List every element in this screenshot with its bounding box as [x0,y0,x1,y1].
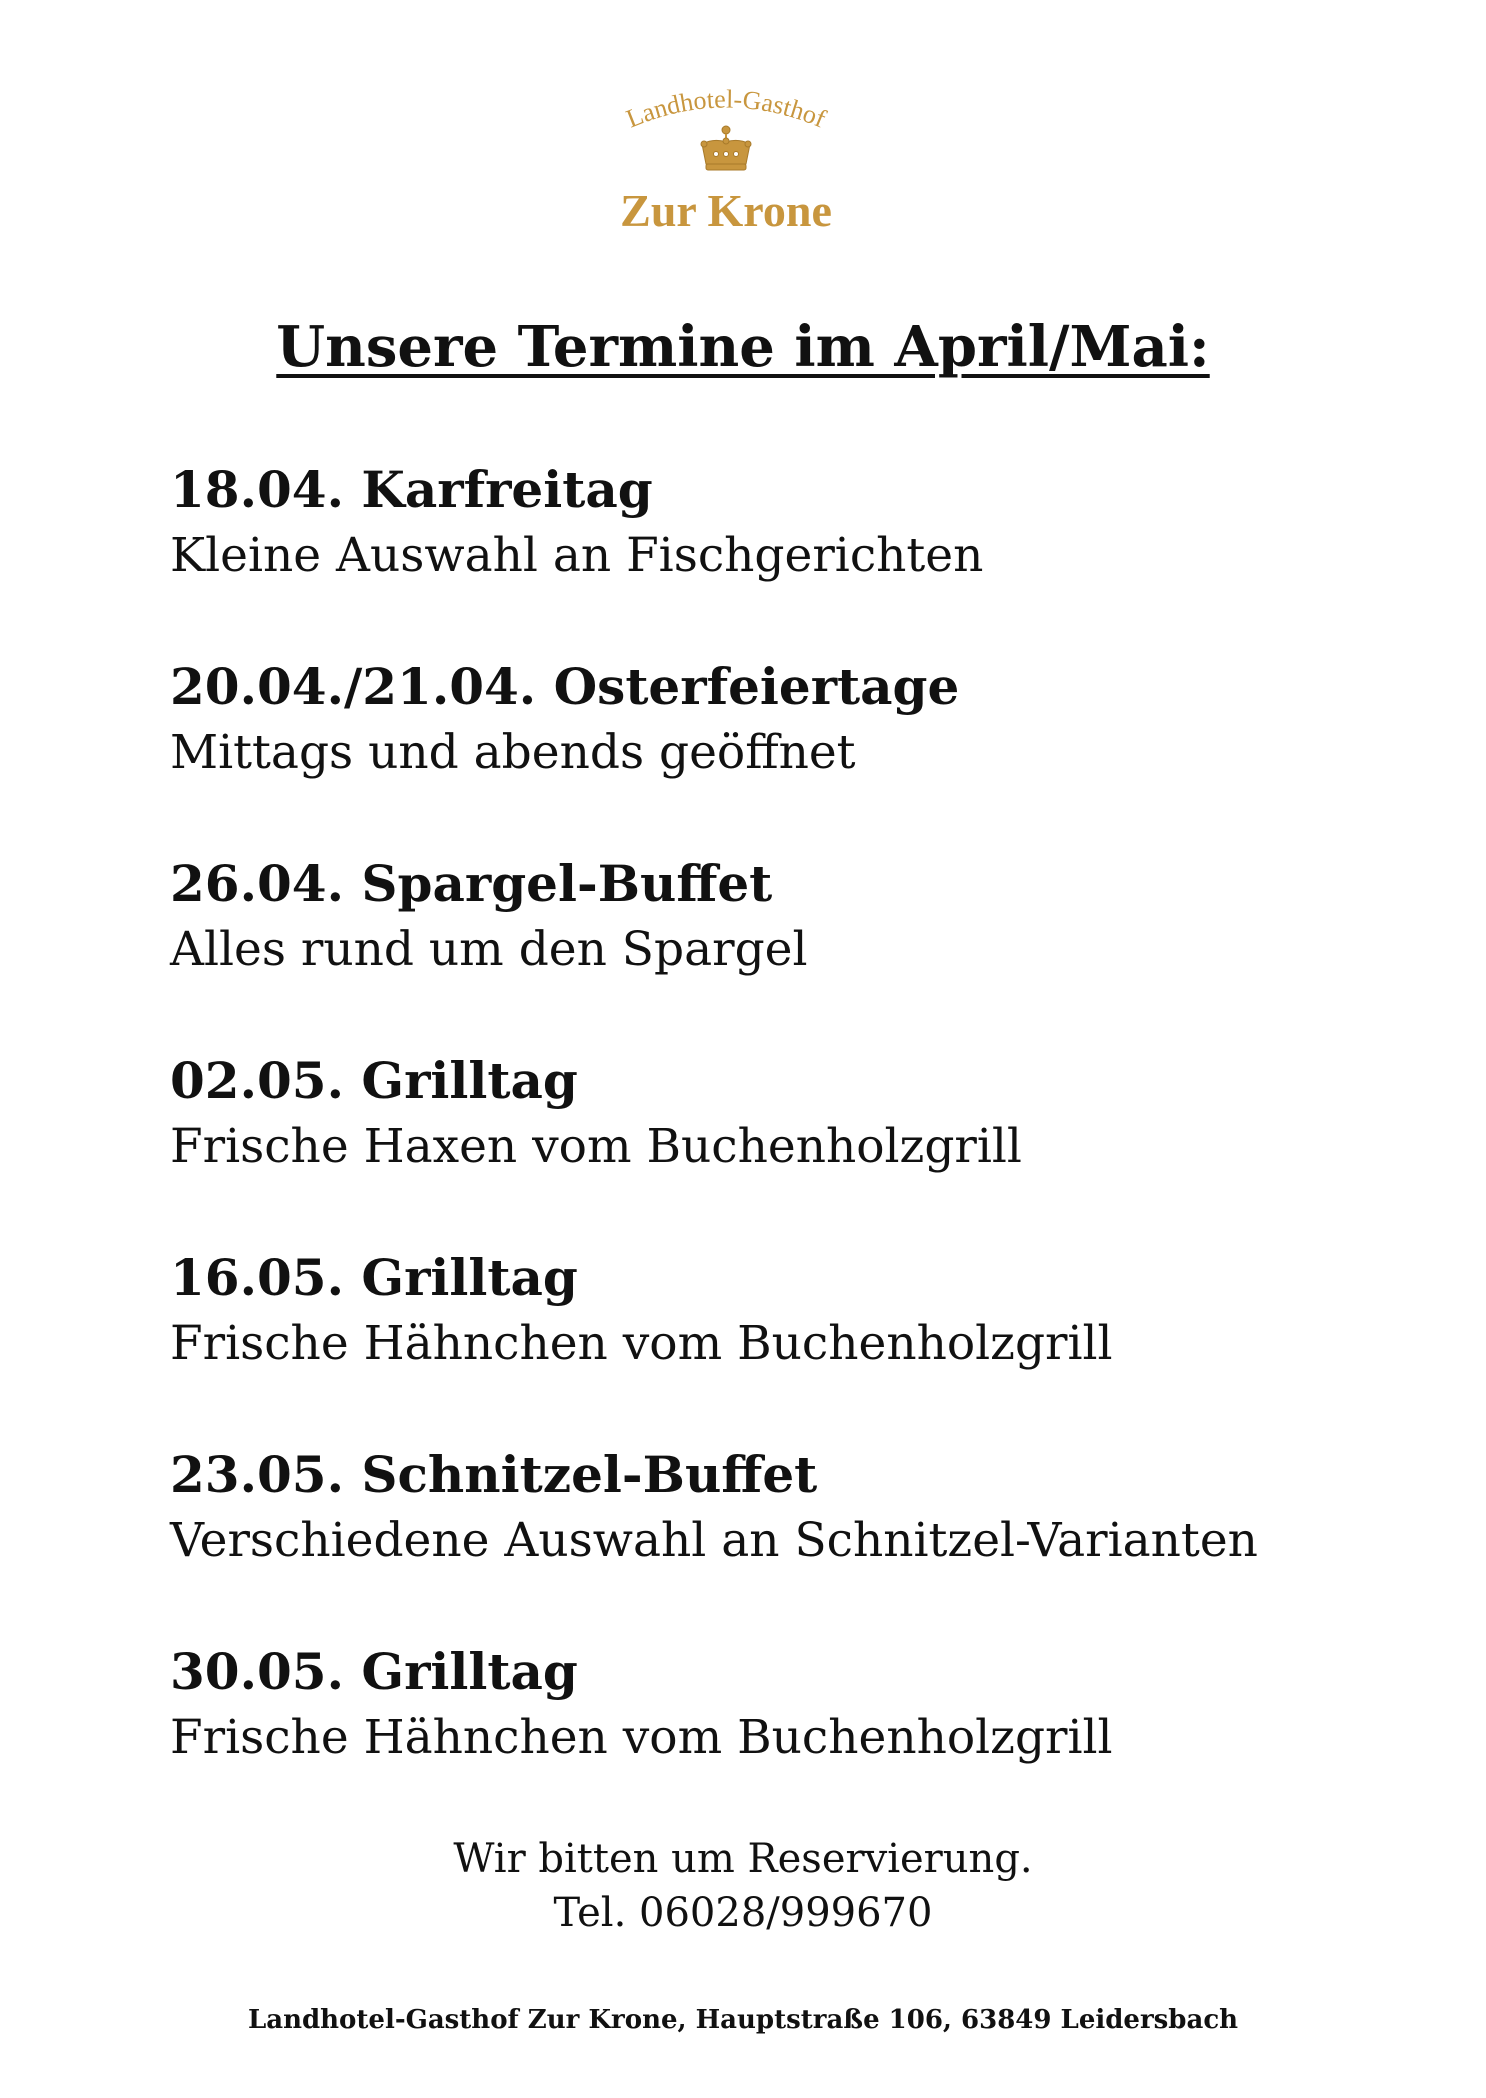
event-description: Frische Hähnchen vom Buchenholzgrill [170,1316,1113,1371]
phone-number: Tel. 06028/999670 [553,1890,933,1936]
logo-graphic [606,80,846,250]
event-list [170,456,1370,1835]
event-description: Frische Hähnchen vom Buchenholzgrill [170,1710,1113,1765]
footer-address: Landhotel-Gasthof Zur Krone, Hauptstraße 106, 63849 Leidersbach [247,2005,1239,2035]
event-description: Mittags und abends geöffnet [170,725,856,780]
event-title: 16.05. Grilltag [170,1248,578,1307]
event-item [170,653,1370,850]
event-title: 20.04./21.04. Osterfeiertage [170,657,960,716]
event-title: 26.04. Spargel-Buffet [170,854,773,913]
reservation-text: Wir bitten um Reservierung. [453,1836,1033,1882]
event-title: 18.04. Karfreitag [170,460,653,519]
event-item [170,850,1370,1047]
event-item [170,1047,1370,1244]
logo [0,80,1486,250]
event-title: 02.05. Grilltag [170,1051,578,1110]
event-title: 30.05. Grilltag [170,1642,578,1701]
event-title: 23.05. Schnitzel-Buffet [170,1445,818,1504]
logo-top-text: Landhotel-Gasthof [622,84,831,134]
event-description: Alles rund um den Spargel [170,922,808,977]
page-title: Unsere Termine im April/Mai: [276,314,1210,380]
event-item [170,456,1370,653]
event-description: Frische Haxen vom Buchenholzgrill [170,1119,1022,1174]
event-item [170,1638,1370,1835]
event-item [170,1441,1370,1638]
event-description: Verschiedene Auswahl an Schnitzel-Varianten [170,1513,1258,1568]
event-item [170,1244,1370,1441]
reservation-note [0,1832,1486,1940]
crown-icon [701,126,751,170]
logo-main-text: Zur Krone [620,185,832,236]
event-description: Kleine Auswahl an Fischgerichten [170,528,984,583]
